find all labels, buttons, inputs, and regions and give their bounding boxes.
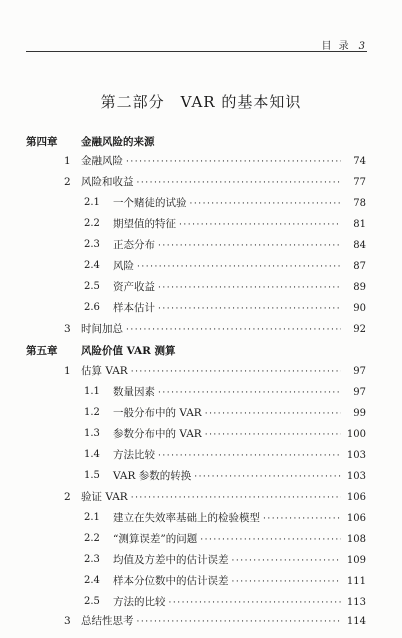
page-number: 106: [346, 513, 366, 524]
page-number: 113: [346, 597, 366, 608]
toc-entry: [113, 237, 366, 254]
section-title: 估算 VAR: [81, 365, 128, 377]
running-header-text: [321, 37, 367, 52]
dot-leader: [158, 301, 341, 317]
page-number: 74: [353, 156, 366, 167]
subsection-number: 2.1: [84, 197, 100, 208]
subsection-number: 1.1: [84, 386, 100, 397]
header-label: 目 录: [321, 41, 351, 52]
toc-entry: [81, 613, 366, 630]
toc-subsection[interactable]: [0, 300, 402, 316]
dot-leader: [158, 448, 341, 464]
toc-subsection[interactable]: [0, 237, 402, 253]
subsection-title: 正态分布: [113, 239, 155, 251]
page-number: 92: [353, 324, 366, 335]
section-title: 风险和收益: [81, 176, 134, 188]
toc-section[interactable]: [0, 363, 402, 379]
toc-entry: [81, 489, 366, 506]
page-number: 109: [346, 555, 366, 566]
toc-subsection[interactable]: [0, 279, 402, 295]
subsection-number: 2.5: [84, 281, 100, 292]
subsection-number: 2.1: [84, 512, 100, 523]
toc-entry: [113, 258, 366, 275]
part-title: 第二部分 VAR 的基本知识: [100, 93, 302, 111]
dot-leader: [205, 427, 341, 443]
page-number: 97: [353, 387, 366, 398]
chapter-label: 第四章: [26, 136, 58, 148]
dot-leader: [232, 574, 342, 590]
subsection-number: 2.3: [84, 554, 100, 565]
section-title: 总结性思考: [81, 615, 134, 627]
page-number: 81: [353, 219, 366, 230]
toc-section[interactable]: [0, 613, 402, 629]
page-number: 103: [346, 450, 366, 461]
toc-entry: [113, 300, 366, 317]
toc-entry: [113, 279, 366, 296]
subsection-title: 期望值的特征: [113, 218, 176, 230]
running-header: [26, 37, 367, 52]
page-number: 106: [346, 492, 366, 503]
subsection-title: “测算误差”的问题: [113, 533, 198, 545]
dot-leader: [131, 490, 341, 506]
section-number: 1: [64, 365, 71, 377]
toc-subsection[interactable]: [0, 447, 402, 463]
toc-subsection[interactable]: [0, 531, 402, 547]
page-number: 90: [353, 303, 366, 314]
subsection-number: 2.5: [84, 596, 100, 607]
chapter-title: 风险价值 VAR 测算: [81, 345, 176, 357]
subsection-title: 一个赌徒的试验: [113, 197, 187, 209]
toc-section[interactable]: [0, 489, 402, 505]
dot-leader: [179, 217, 341, 233]
dot-leader: [190, 196, 342, 212]
page-number: 99: [353, 408, 366, 419]
chapter-label: 第五章: [26, 345, 58, 357]
section-number: 3: [64, 615, 71, 627]
subsection-number: 2.6: [84, 302, 100, 313]
toc-entry: [81, 153, 366, 170]
dot-leader: [137, 259, 341, 275]
page-number: 97: [353, 366, 366, 377]
toc-section[interactable]: [0, 321, 402, 337]
subsection-title: 方法的比较: [113, 596, 166, 608]
subsection-title: VAR 参数的转换: [113, 470, 192, 482]
dot-leader: [232, 553, 342, 569]
page-number: 111: [346, 576, 366, 587]
dot-leader: [169, 595, 342, 611]
page-number: 78: [353, 198, 366, 209]
toc-entry: [81, 174, 366, 191]
subsection-title: 资产收益: [113, 281, 155, 293]
section-number: 2: [64, 491, 71, 503]
chapter-heading: [0, 343, 402, 359]
chapter-title: 金融风险的来源: [81, 136, 155, 148]
toc-subsection[interactable]: [0, 552, 402, 568]
subsection-title: 方法比较: [113, 449, 155, 461]
toc-subsection[interactable]: [0, 405, 402, 421]
section-title: 金融风险: [81, 155, 123, 167]
toc-subsection[interactable]: [0, 510, 402, 526]
dot-leader: [131, 364, 341, 380]
dot-leader: [263, 511, 341, 527]
dot-leader: [194, 469, 341, 485]
toc-subsection[interactable]: [0, 573, 402, 589]
section-title: 时间加总: [81, 323, 123, 335]
subsection-number: 2.2: [84, 218, 100, 229]
subsection-title: 数量因素: [113, 386, 155, 398]
subsection-title: 均值及方差中的估计误差: [113, 554, 229, 566]
toc-entry: [113, 405, 366, 422]
dot-leader: [200, 532, 341, 548]
page-number: 87: [353, 261, 366, 272]
subsection-title: 风险: [113, 260, 134, 272]
subsection-title: 建立在失效率基础上的检验模型: [113, 512, 260, 524]
dot-leader: [137, 175, 342, 191]
page-number: 114: [346, 616, 366, 627]
toc-entry: [113, 195, 366, 212]
section-title: 验证 VAR: [81, 491, 128, 503]
toc-subsection[interactable]: [0, 384, 402, 400]
section-number: 1: [64, 155, 71, 167]
toc-entry: [113, 573, 366, 590]
dot-leader: [205, 406, 341, 422]
toc-section[interactable]: [0, 174, 402, 190]
toc-entry: [113, 426, 366, 443]
dot-leader: [126, 154, 341, 170]
subsection-number: 1.2: [84, 407, 100, 418]
subsection-number: 2.2: [84, 533, 100, 544]
subsection-number: 1.3: [84, 428, 100, 439]
toc-entry: [81, 363, 366, 380]
subsection-title: 参数分布中的 VAR: [113, 428, 202, 440]
section-number: 2: [64, 176, 71, 188]
toc-entry: [81, 321, 366, 338]
page-number: 100: [346, 429, 366, 440]
page-number: 77: [353, 177, 366, 188]
toc-subsection[interactable]: [0, 216, 402, 232]
chapter-heading: [0, 134, 402, 150]
toc-subsection[interactable]: [0, 468, 402, 484]
toc-entry: [113, 384, 366, 401]
dot-leader: [158, 238, 341, 254]
header-page-number: 3: [358, 41, 367, 52]
toc-subsection[interactable]: [0, 594, 402, 610]
subsection-title: 一般分布中的 VAR: [113, 407, 202, 419]
dot-leader: [158, 385, 341, 401]
toc-subsection[interactable]: [0, 258, 402, 274]
subsection-title: 样本分位数中的估计误差: [113, 575, 229, 587]
toc-entry: [113, 468, 366, 485]
toc-subsection[interactable]: [0, 426, 402, 442]
dot-leader: [137, 614, 342, 630]
toc-subsection[interactable]: [0, 195, 402, 211]
page-number: 89: [353, 282, 366, 293]
toc-section[interactable]: [0, 153, 402, 169]
toc-entry: [113, 447, 366, 464]
subsection-number: 2.4: [84, 260, 100, 271]
section-number: 3: [64, 323, 71, 335]
toc-entry: [113, 510, 366, 527]
subsection-number: 1.4: [84, 449, 100, 460]
page-number: 103: [346, 471, 366, 482]
page-number: 84: [353, 240, 366, 251]
subsection-number: 2.3: [84, 239, 100, 250]
dot-leader: [158, 280, 341, 296]
page-number: 108: [346, 534, 366, 545]
toc-entry: [113, 594, 366, 611]
toc-entry: [113, 552, 366, 569]
dot-leader: [126, 322, 341, 338]
subsection-title: 样本估计: [113, 302, 155, 314]
subsection-number: 2.4: [84, 575, 100, 586]
subsection-number: 1.5: [84, 470, 100, 481]
toc-entry: [113, 216, 366, 233]
toc-entry: [113, 531, 366, 548]
